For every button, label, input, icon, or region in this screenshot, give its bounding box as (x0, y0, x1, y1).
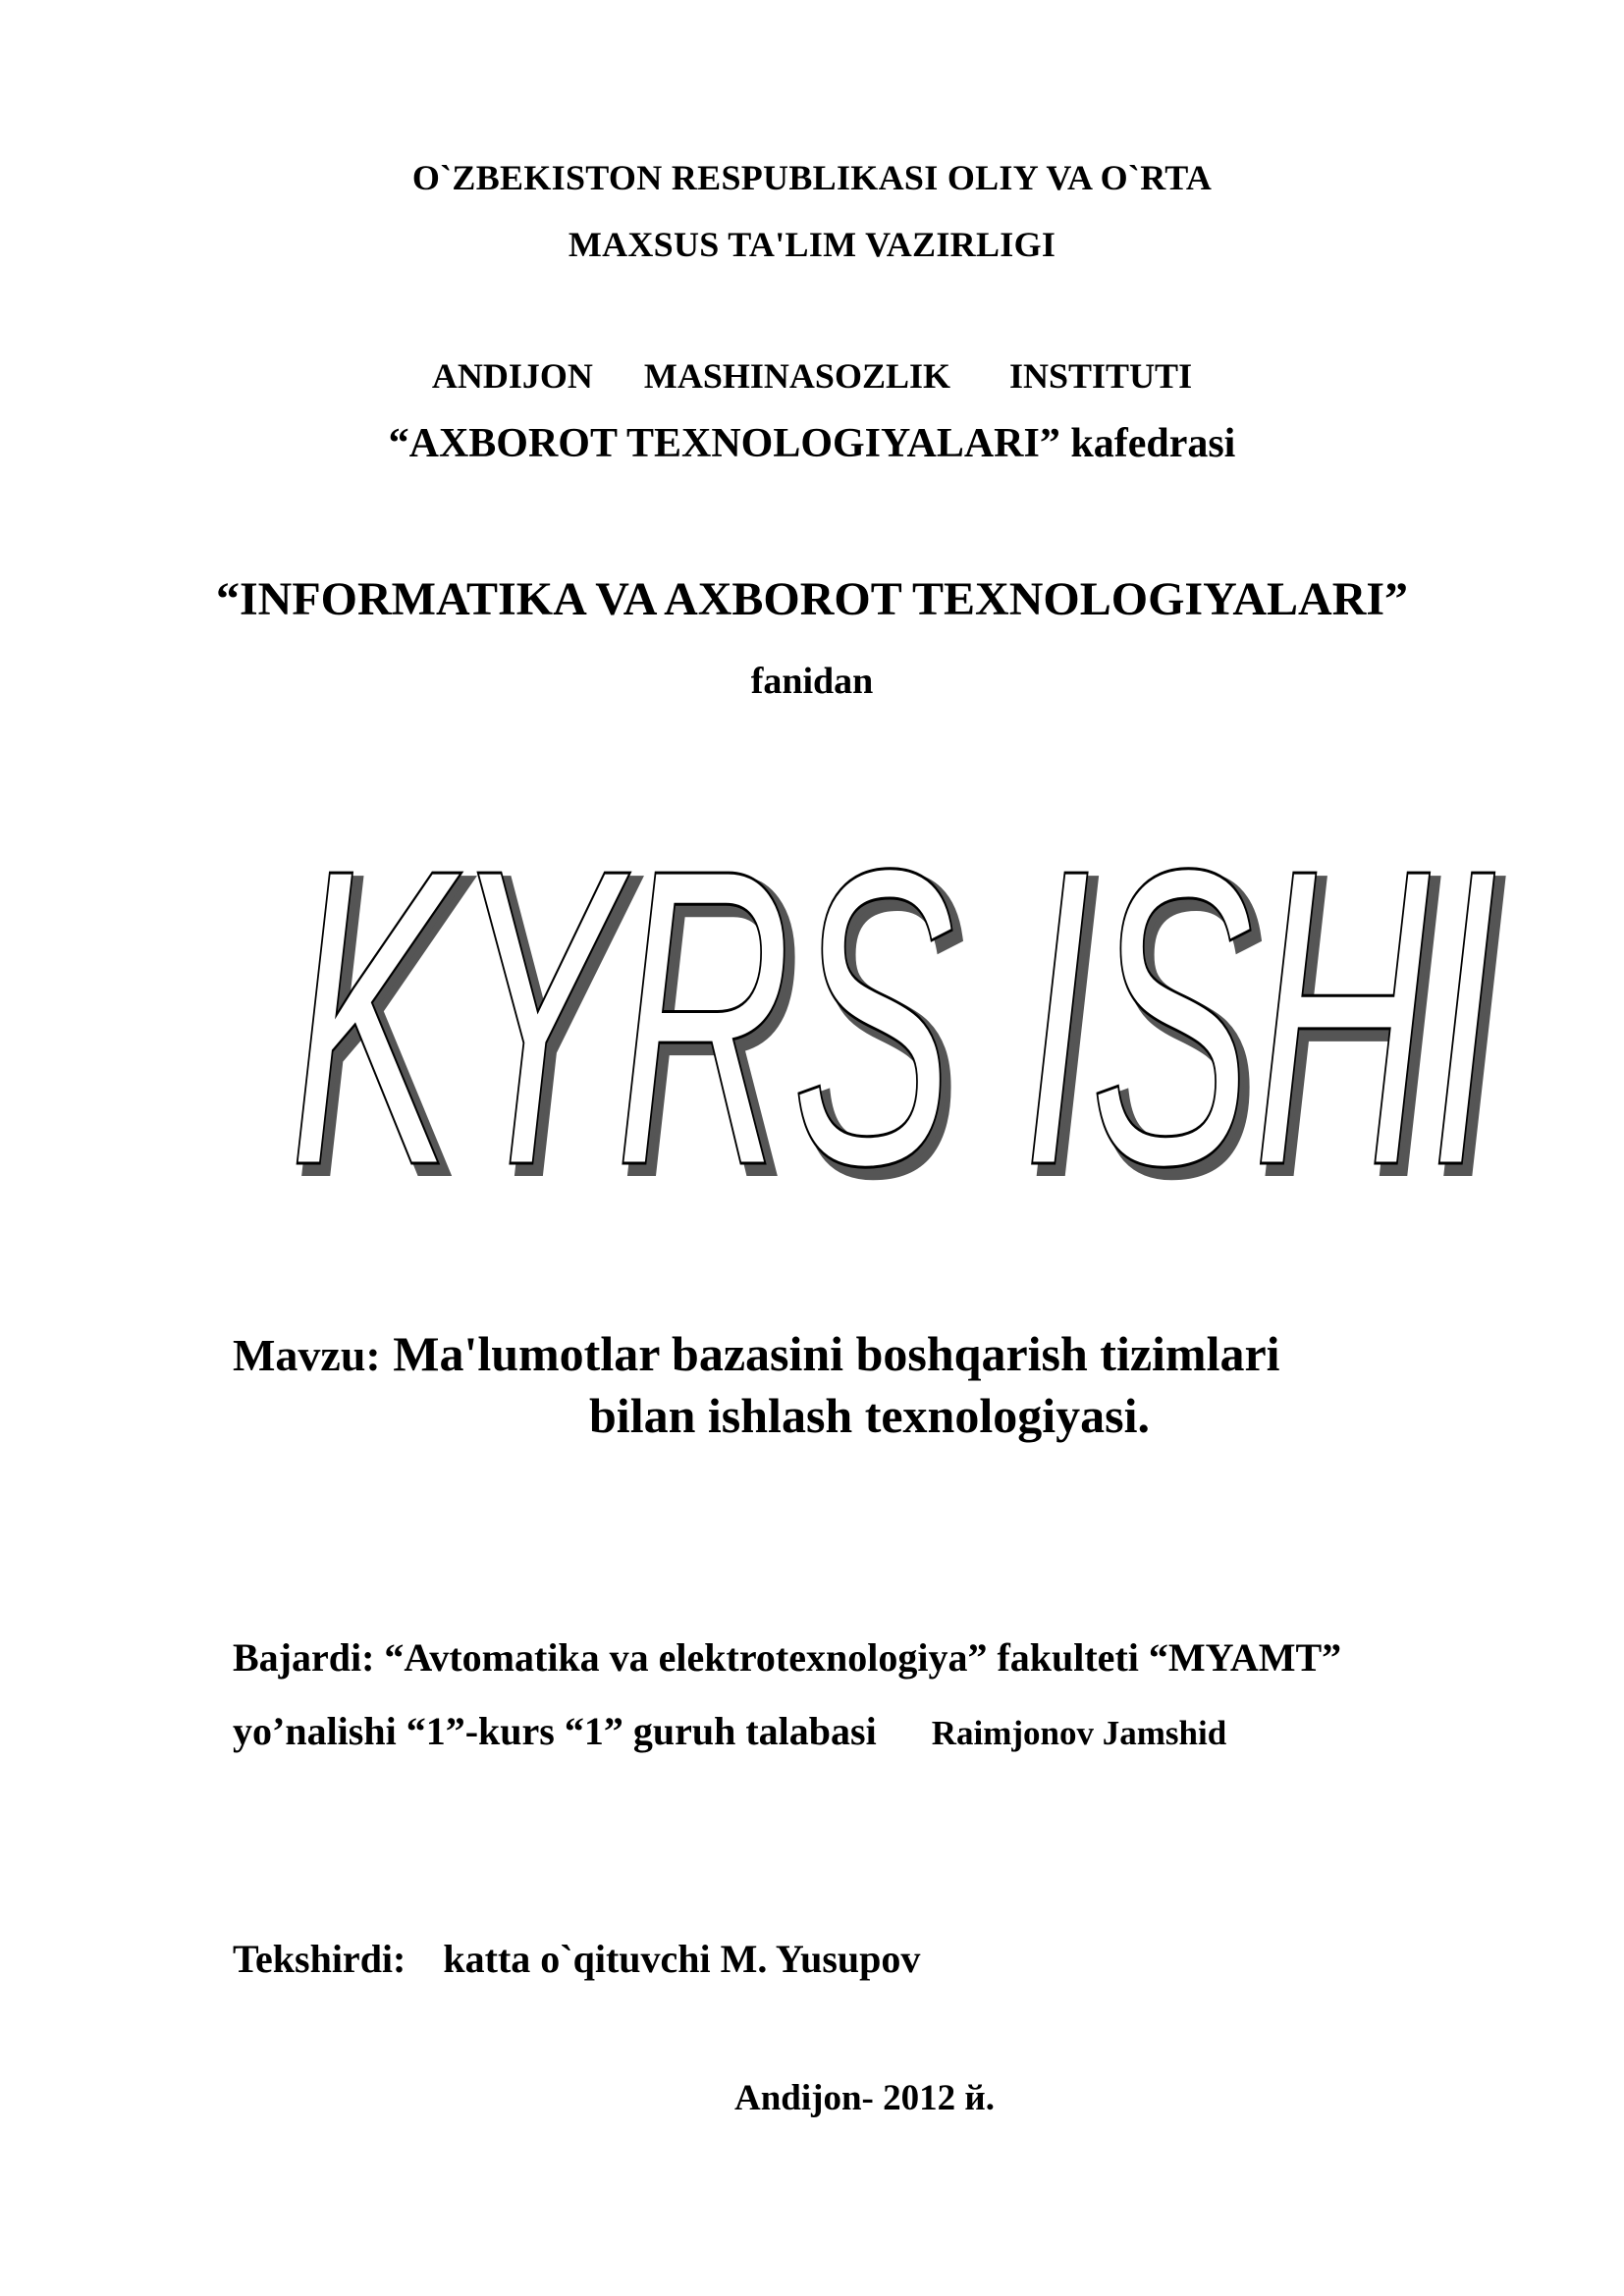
course-work-title-shadow: KYRS ISHI (298, 825, 1506, 1217)
topic-label: Mavzu: (233, 1330, 381, 1380)
topic-line-2: bilan ishlash texnologiyasi. (589, 1388, 1150, 1443)
place-and-year: Andijon- 2012 й. (734, 2078, 995, 2118)
subject-title: “INFORMATIKA VA AXBOROT TEXNOLOGIYALARI” (215, 573, 1409, 625)
institute-word-mashinasozlik: MASHINASOZLIK (643, 356, 950, 396)
institute-word-andijon: ANDIJON (431, 356, 593, 396)
department-name: “AXBOROT TEXNOLOGIYALARI” kafedrasi (388, 421, 1236, 466)
course-work-title-text: KYRS ISHI (290, 825, 1498, 1217)
topic-line-1 (233, 1325, 1280, 1382)
student-name: Raimjonov Jamshid (931, 1714, 1227, 1752)
ministry-line-2: MAXSUS TA'LIM VAZIRLIGI (568, 225, 1056, 264)
student-group: yo’nalishi “1”-kurs “1” guruh talabasi (233, 1709, 877, 1753)
course-work-title (255, 825, 1532, 1217)
performed-by-line-2 (233, 1708, 1226, 1754)
ministry-line-1: O`ZBEKISTON RESPUBLIKASI OLIY VA O`RTA (411, 158, 1213, 197)
topic-text-1: Ma'lumotlar bazasini boshqarish tizimlari (393, 1326, 1280, 1381)
institute-name (0, 355, 1624, 397)
checked-by-name: katta o`qituvchi M. Yusupov (443, 1937, 921, 1981)
subject-suffix: fanidan (750, 661, 874, 702)
institute-word-instituti: INSTITUTI (1009, 356, 1193, 396)
checked-by-label: Tekshirdi: (233, 1937, 406, 1981)
checked-by-line (233, 1936, 920, 1982)
performed-by-line-1: Bajardi: “Avtomatika va elektrotexnologiya” fakulteti “MYAMT” (233, 1635, 1342, 1680)
